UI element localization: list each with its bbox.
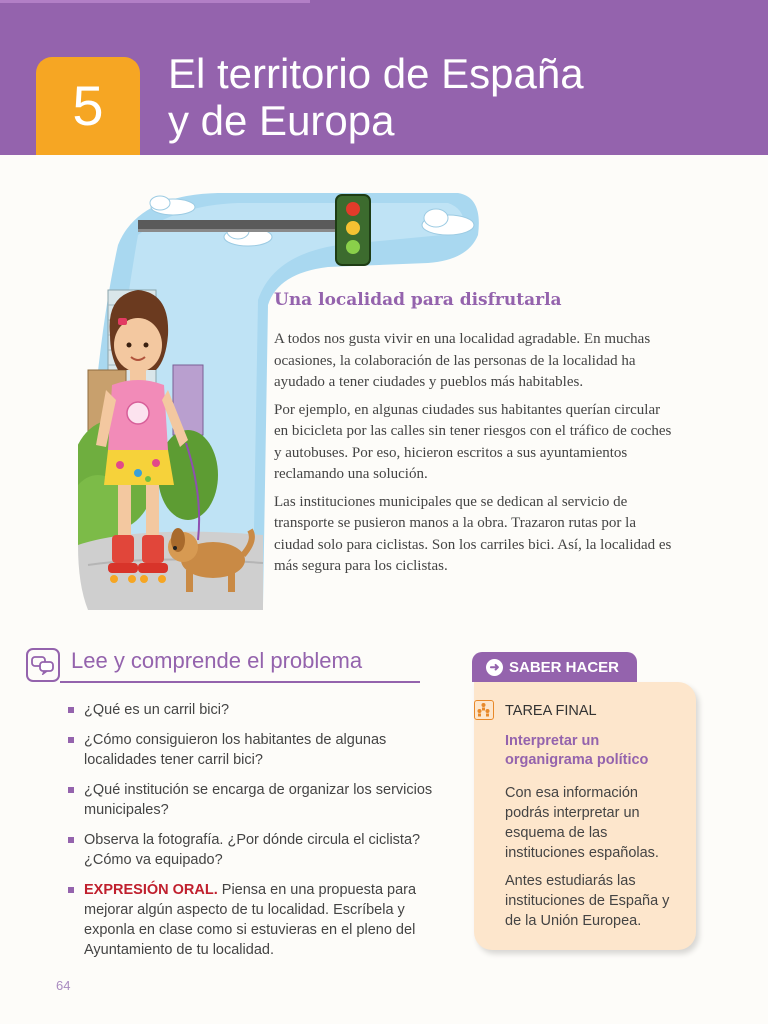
saber-hacer-tab	[472, 652, 637, 682]
chapter-title-line2: y de Europa	[168, 97, 395, 144]
chapter-number-badge	[36, 57, 140, 155]
traffic-light-icon	[336, 195, 370, 265]
chapter-header	[0, 0, 768, 155]
intro-paragraph: Las instituciones municipales que se dedican al servicio de transporte se pusieron manos a la obra. Trazaron rutas por la ciudad solo para ciclistas. Son los carriles bici. Así, la localidad es más segura para los ciclistas.	[274, 493, 672, 574]
speech-bubbles-icon	[26, 648, 60, 682]
task-paragraph: Con esa información podrás interpretar un esquema de las instituciones españolas.	[505, 785, 659, 861]
traffic-light-arm	[138, 220, 338, 229]
question-text: ¿Qué institución se encarga de organizar los servicios municipales?	[84, 782, 433, 818]
arrow-right-icon: ➜	[486, 659, 503, 676]
list-item	[66, 880, 436, 960]
task-description	[505, 783, 685, 939]
section-underline	[60, 681, 420, 683]
bullet-icon	[68, 837, 74, 843]
list-item	[66, 730, 436, 770]
intro-title: Una localidad para disfrutarla	[274, 290, 562, 310]
intro-paragraph: Por ejemplo, en algunas ciudades sus habitantes querían circular en bicicleta por las calles sin tener riesgos con el tráfico de coches y autobuses. Por eso, hicieron escritos a sus ayuntamientos reclamando una solución.	[274, 401, 672, 482]
question-text: ¿Qué es un carril bici?	[84, 702, 230, 718]
task-title: Interpretar un organigrama político	[505, 733, 649, 768]
chapter-title-line1: El territorio de España	[168, 50, 584, 97]
task-label: TAREA FINAL	[505, 703, 597, 719]
saber-hacer-label: SABER HACER	[509, 658, 620, 676]
bullet-icon	[68, 887, 74, 893]
list-item	[66, 830, 436, 870]
task-paragraph: Antes estudiarás las instituciones de España y de la Unión Europea.	[505, 873, 670, 929]
header-accent-bar	[0, 0, 310, 3]
list-item	[66, 700, 436, 720]
chapter-number: 5	[72, 74, 104, 137]
bullet-icon	[68, 737, 74, 743]
section-title: Lee y comprende el problema	[71, 648, 363, 673]
intro-paragraph: A todos nos gusta vivir en una localidad agradable. En muchas ocasiones, la colaboración de las personas de la localidad ha ayudado a tener ciudades y pueblos más habitables.	[274, 331, 651, 390]
question-text: Observa la fotografía. ¿Por dónde circula el ciclista? ¿Cómo va equipado?	[84, 832, 421, 868]
question-list	[66, 700, 436, 970]
oral-text: Piensa en una propuesta para mejorar algún aspecto de tu localidad. Escríbela y exponla en clase como si estuvieras en el pleno del Ayuntamiento de tu localidad.	[84, 882, 417, 958]
oral-label: EXPRESIÓN ORAL.	[84, 882, 218, 898]
intro-text	[274, 329, 674, 584]
people-group-icon	[474, 700, 494, 720]
page-number: 64	[56, 978, 71, 993]
chapter-title	[168, 50, 728, 144]
question-text: ¿Cómo consiguieron los habitantes de algunas localidades tener carril bici?	[84, 732, 387, 768]
bullet-icon	[68, 707, 74, 713]
list-item	[66, 780, 436, 820]
bullet-icon	[68, 787, 74, 793]
